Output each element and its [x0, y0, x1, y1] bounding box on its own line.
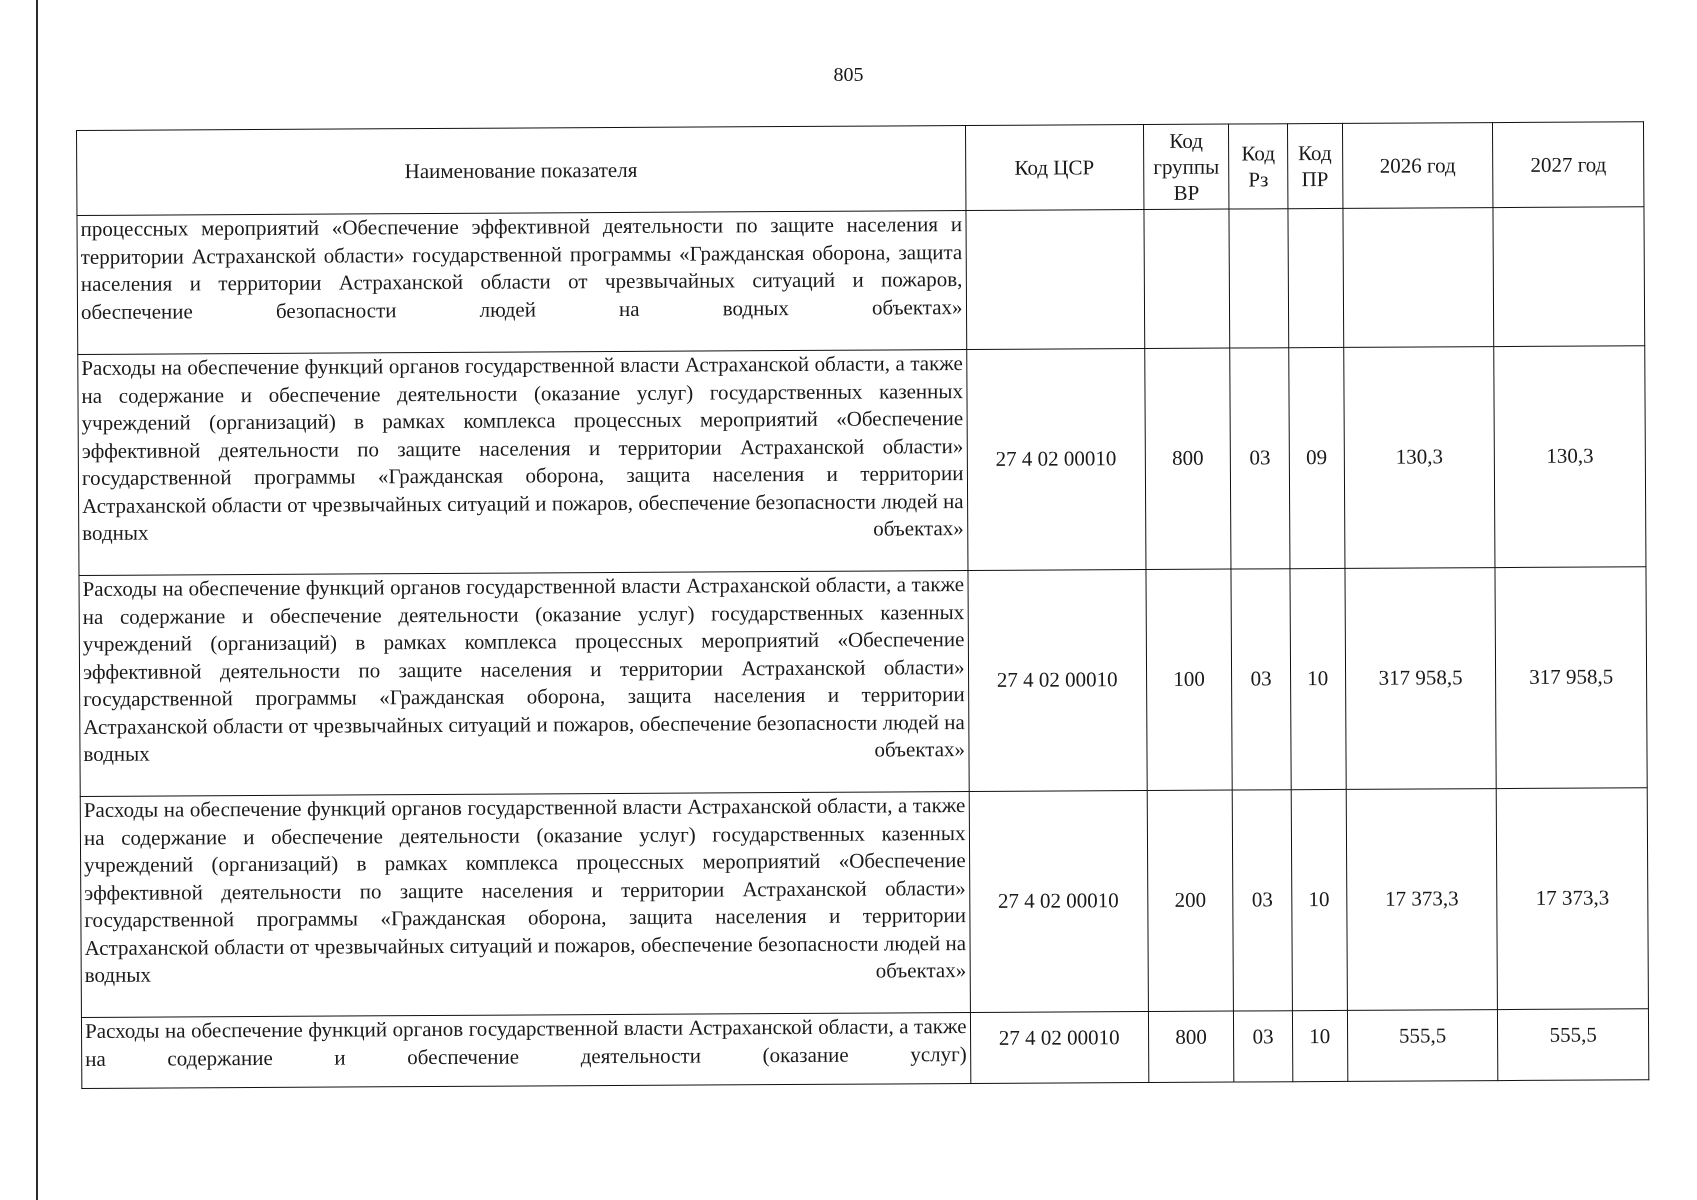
table-header-row	[77, 122, 1644, 216]
row-rz	[1229, 209, 1288, 348]
header-name: Наименование показателя	[77, 126, 966, 216]
row-rz: 03	[1231, 569, 1291, 790]
header-vr: Код группы ВР	[1143, 124, 1229, 209]
row-pr: 10	[1290, 568, 1346, 789]
header-rz: Код Рз	[1229, 124, 1288, 209]
table-row	[79, 567, 1647, 797]
row-2026: 17 373,3	[1346, 789, 1498, 1011]
row-2027: 130,3	[1494, 346, 1646, 568]
table-row	[78, 346, 1646, 576]
row-vr: 100	[1146, 569, 1233, 790]
header-2026: 2026 год	[1342, 123, 1493, 209]
budget-table	[76, 121, 1649, 1089]
row-vr	[1144, 209, 1231, 348]
row-2026	[1343, 208, 1494, 348]
scan-edge-line	[36, 0, 38, 1200]
row-vr: 800	[1148, 1011, 1234, 1082]
header-csr: Код ЦСР	[965, 125, 1144, 211]
table-row	[77, 207, 1645, 355]
row-rz: 03	[1233, 790, 1293, 1011]
row-vr: 200	[1147, 790, 1234, 1011]
row-name: Расходы на обеспечение функций органов государственной власти Астраханской области, а также на содержание и обеспечение деятельности (оказание услуг)	[81, 1013, 970, 1089]
row-pr: 10	[1291, 789, 1347, 1010]
row-vr: 800	[1144, 348, 1231, 569]
row-name: Расходы на обеспечение функций органов государственной власти Астраханской области, а также на содержание и обеспечение деятельности (оказание услуг) государственных казенных учреждений (организаций) в рамках комплекса процессных мероприятий «Обеспечение эффективной деятельности по защите населения и территории Астраханской области» государственной программы «Гражданская оборона, защита населения и территории Астраханской области от чрезвычайных ситуаций и пожаров, обеспечение безопасности людей на водных объектах»	[78, 350, 968, 576]
row-2026: 317 958,5	[1345, 568, 1497, 790]
row-csr: 27 4 02 00010	[966, 349, 1145, 571]
row-rz: 03	[1230, 348, 1290, 569]
row-2026: 555,5	[1347, 1010, 1498, 1082]
row-name: Расходы на обеспечение функций органов государственной власти Астраханской области, а также на содержание и обеспечение деятельности (оказание услуг) государственных казенных учреждений (организаций) в рамках комплекса процессных мероприятий «Обеспечение эффективной деятельности по защите населения и территории Астраханской области» государственной программы «Гражданская оборона, защита населения и территории Астраханской области от чрезвычайных ситуаций и пожаров, обеспечение безопасности людей на водных объектах»	[79, 571, 969, 797]
row-2027	[1493, 207, 1644, 347]
row-name: процессных мероприятий «Обеспечение эффективной деятельности по защите населения и территории Астраханской области» государственной программы «Гражданская оборона, защита населения и территории Астраханской области от чрезвычайных ситуаций и пожаров, обеспечение безопасности людей на водных объектах»	[77, 211, 966, 355]
row-rz: 03	[1234, 1011, 1293, 1082]
row-csr: 27 4 02 00010	[970, 1012, 1149, 1084]
header-pr: Код ПР	[1287, 123, 1342, 208]
table-row	[80, 788, 1648, 1018]
row-pr: 10	[1292, 1010, 1347, 1081]
row-name: Расходы на обеспечение функций органов государственной власти Астраханской области, а также на содержание и обеспечение деятельности (оказание услуг) государственных казенных учреждений (организаций) в рамках комплекса процессных мероприятий «Обеспечение эффективной деятельности по защите населения и территории Астраханской области» государственной программы «Гражданская оборона, защита населения и территории Астраханской области от чрезвычайных ситуаций и пожаров, обеспечение безопасности людей на водных объектах»	[80, 792, 970, 1018]
row-pr: 09	[1288, 347, 1344, 568]
row-csr	[965, 210, 1144, 350]
row-2027: 17 373,3	[1497, 788, 1649, 1010]
row-csr: 27 4 02 00010	[969, 791, 1148, 1013]
row-2026: 130,3	[1343, 347, 1495, 569]
page-number: 805	[833, 64, 864, 86]
row-pr	[1288, 208, 1344, 347]
header-2027: 2027 год	[1493, 122, 1644, 208]
row-2027: 317 958,5	[1495, 567, 1647, 789]
row-csr: 27 4 02 00010	[967, 570, 1146, 792]
row-2027: 555,5	[1498, 1009, 1649, 1081]
table-row	[81, 1009, 1648, 1089]
